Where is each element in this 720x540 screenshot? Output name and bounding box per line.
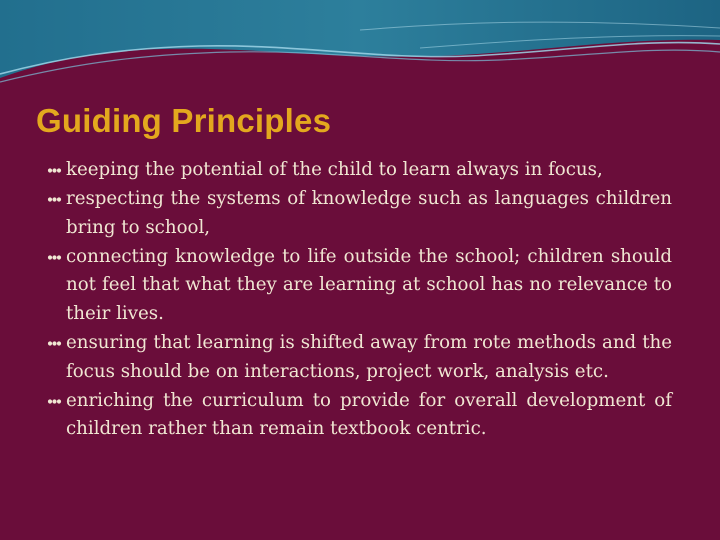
bullet-text: connecting knowledge to life outside the school; children should not feel that what they are learning at school has no relevance to their lives.	[66, 245, 672, 324]
wingding-bullet-icon	[47, 194, 62, 205]
slide-title: Guiding Principles	[36, 102, 332, 139]
bullet-item	[46, 185, 672, 242]
bullet-list	[46, 156, 672, 444]
wingding-bullet-icon	[47, 338, 62, 349]
wingding-bullet-icon	[47, 252, 62, 263]
bullet-text: ensuring that learning is shifted away from rote methods and the focus should be on interactions, project work, analysis etc.	[66, 332, 672, 382]
bullet-text: respecting the systems of knowledge such as languages children bring to school,	[66, 188, 672, 238]
bullet-item	[46, 156, 672, 185]
wingding-bullet-icon	[47, 396, 62, 407]
bullet-text: enriching the curriculum to provide for overall development of children rather than remain textbook centric.	[66, 389, 672, 440]
header-wave-decoration	[0, 0, 720, 90]
bullet-item	[46, 243, 672, 329]
bullet-item	[46, 387, 672, 444]
wingding-bullet-icon	[47, 165, 62, 176]
bullet-item	[46, 329, 672, 386]
bullet-text: keeping the potential of the child to learn always in focus,	[66, 159, 603, 180]
